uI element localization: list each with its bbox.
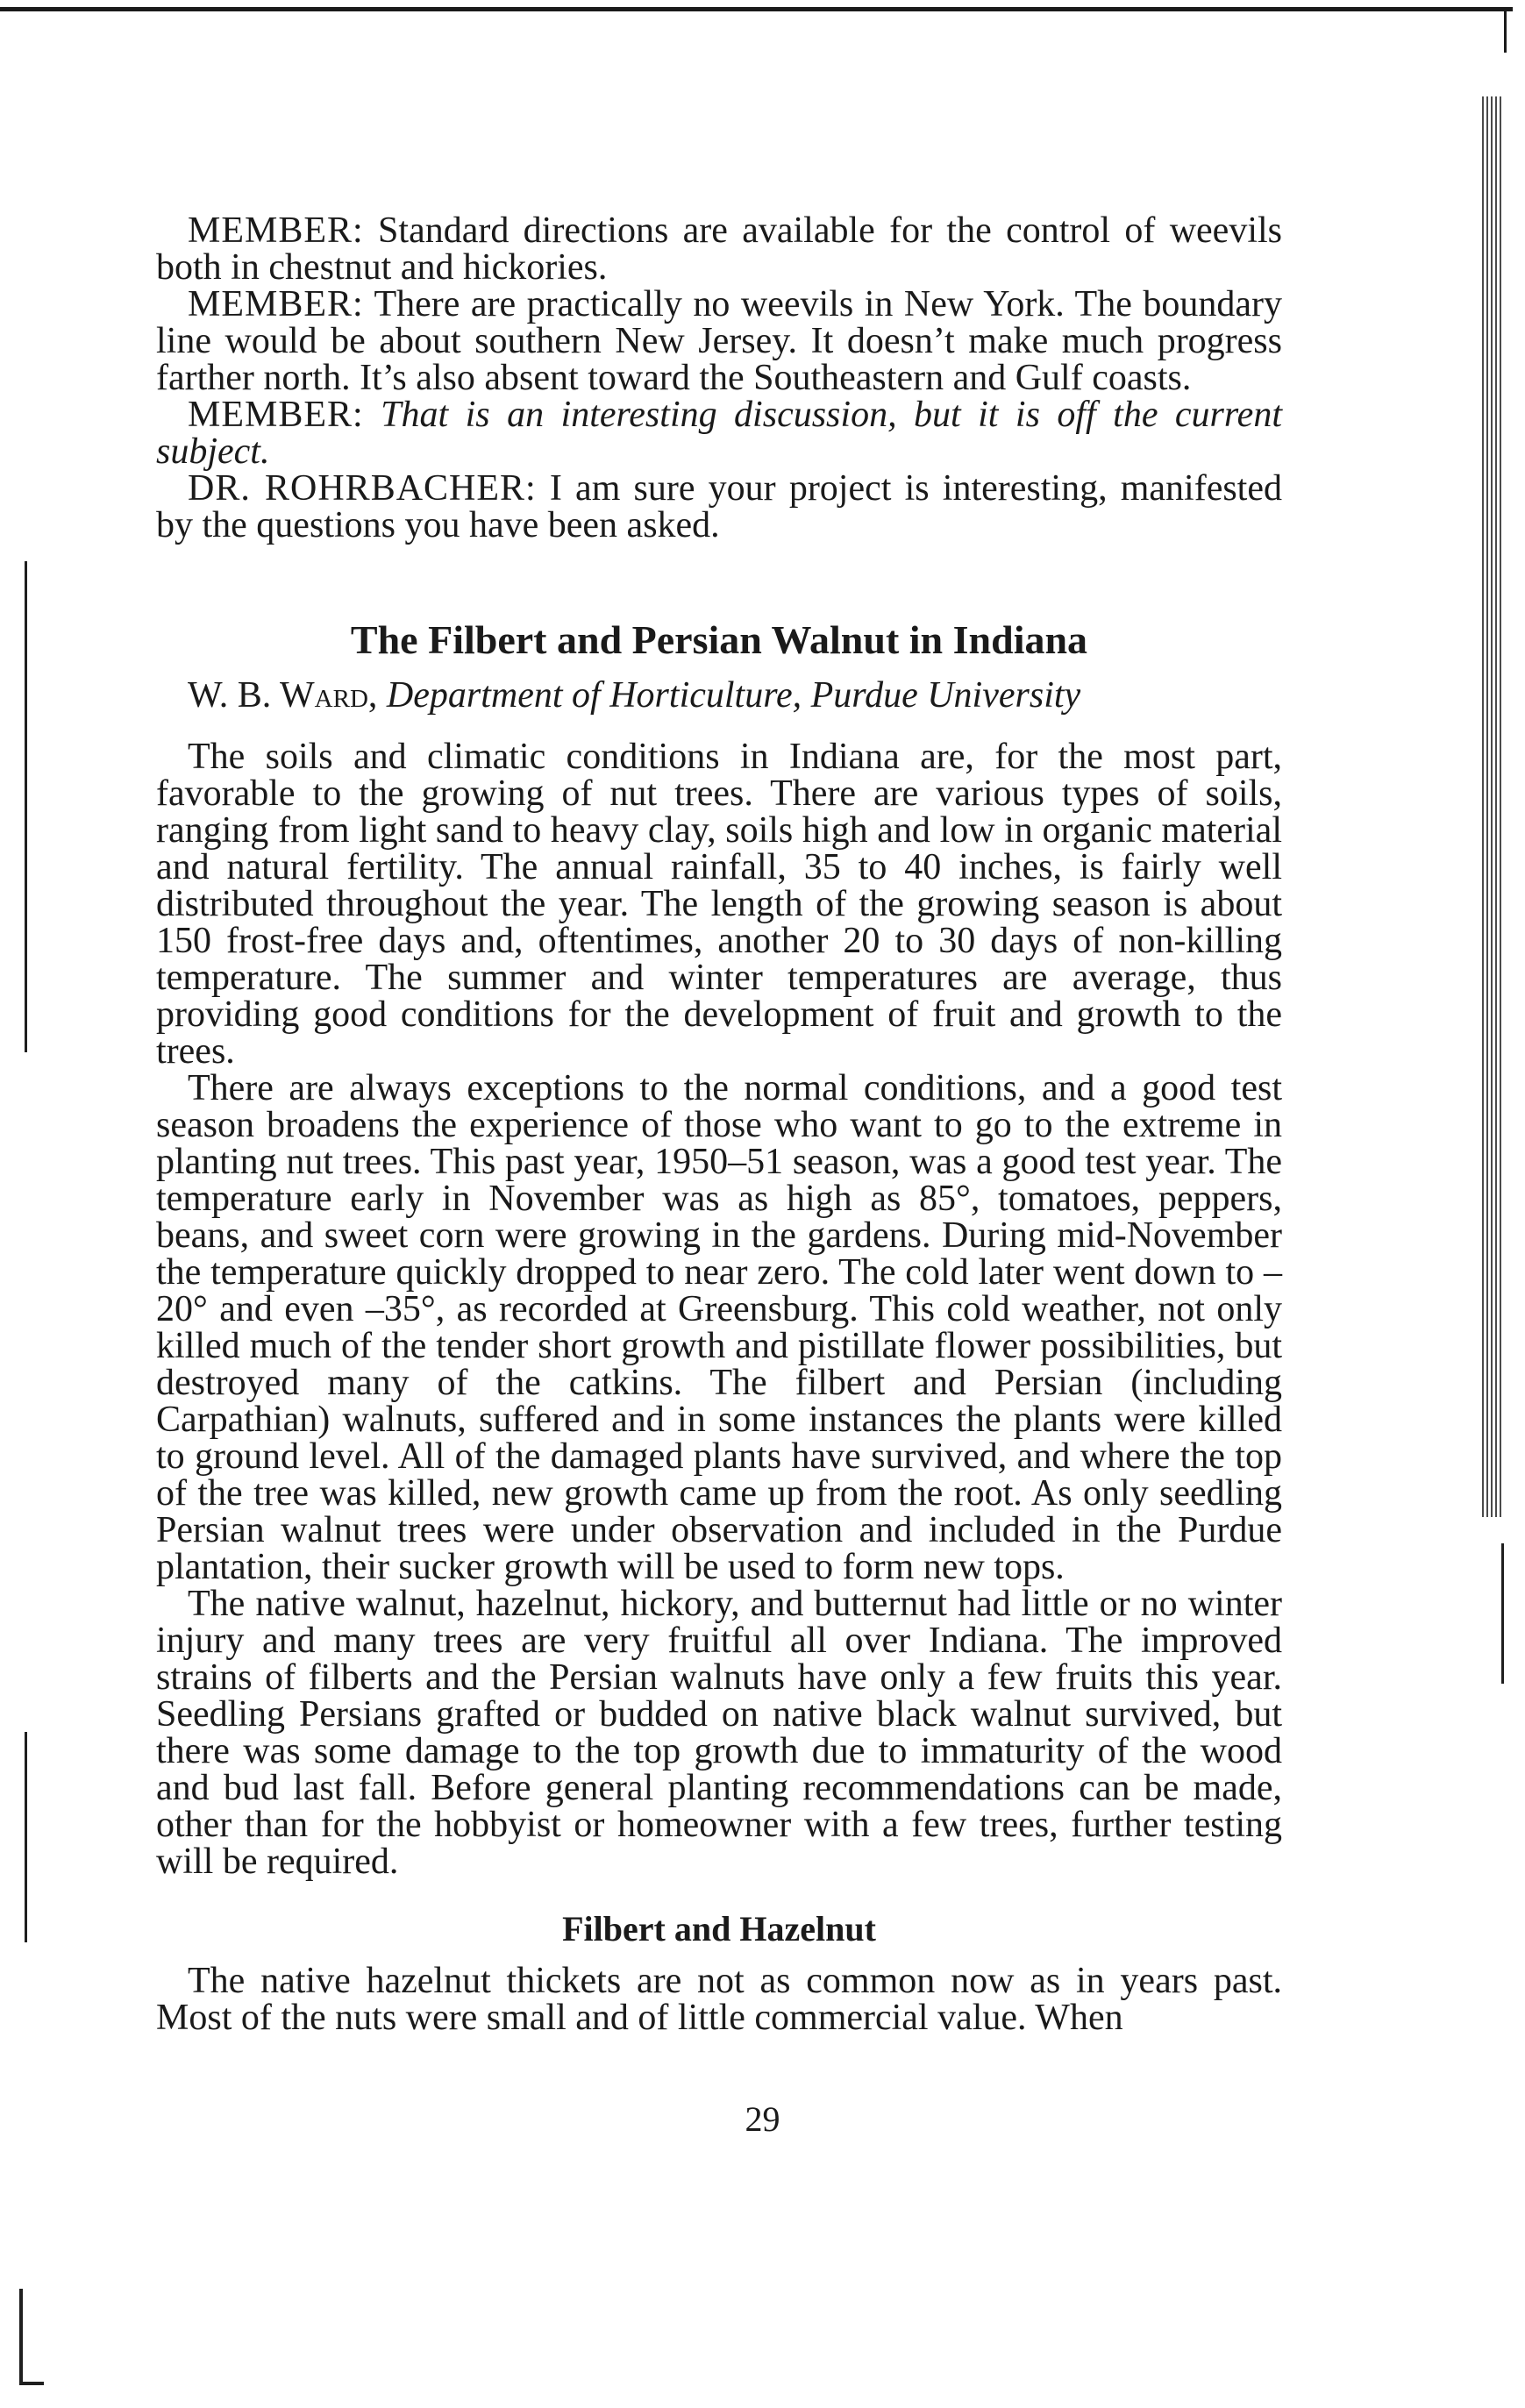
discussion-text: There are practically no weevils in New York. The boundary line would be about southern New Jersey. It doesn’t make much progress farther north. It’s also absent toward the Southeastern and Gulf coasts. xyxy=(156,284,1282,398)
scan-top-rule xyxy=(0,7,1513,11)
affiliation: Department of Horticulture, Purdue University xyxy=(386,675,1081,716)
body-paragraph: There are always exceptions to the normal conditions, and a good test season broadens the experience of those who want to go to the extreme in planting nut trees. This past year, 1950–51 season, was a good test year. The temperature early in November was as high as 85°, tomatoes, peppers, beans, and sweet corn were growing in the gardens. During mid-November the temperature quickly dropped to near zero. The cold later went down to –20° and even –35°, as recorded at Greensburg. This cold weather, not only killed much of the tender short growth and pistillate flower possibilities, but destroyed many of the catkins. The filbert and Persian (including Carpathian) walnuts, suffered and in some instances the plants were killed to ground level. All of the damaged plants have survived, and where the top of the tree was killed, new growth came up from the root. As only seedling Persian walnut trees were under observation and included in the Purdue plantation, their sucker growth will be used to form new tops. xyxy=(156,1068,1282,1587)
discussion-paragraph xyxy=(156,470,1282,544)
scan-edge-mark xyxy=(1501,1543,1504,1684)
scan-binding-edge xyxy=(1482,96,1501,1517)
article-title: The Filbert and Persian Walnut in Indiana xyxy=(350,617,1088,662)
scan-top-rule-tail xyxy=(1504,9,1507,53)
discussion-paragraph xyxy=(156,212,1282,286)
page-number: 29 xyxy=(745,2099,780,2139)
discussion-text: That is an interesting discussion, but it is off the current subject. xyxy=(156,395,1282,472)
body-paragraph: The native walnut, hazelnut, hickory, and butternut had little or no winter injury and many trees are very fruitful all over Indiana. The improved strains of filberts and the Persian walnuts have only a few fruits this year. Seedling Persians grafted or budded on native black walnut survived, but there was some damage to the top growth due to immaturity of the wood and bud last fall. Before general planting recommendations can be made, other than for the hobbyist or homeowner with a few trees, further testing will be required. xyxy=(156,1584,1282,1882)
speaker-label: MEMBER: xyxy=(188,395,364,435)
scan-edge-mark xyxy=(25,561,27,1052)
scan-edge-mark xyxy=(19,2289,23,2385)
discussion-paragraph xyxy=(156,396,1282,470)
discussion-text: Standard directions are available for the control of weevils both in chestnut and hickories. xyxy=(156,210,1282,288)
discussion-paragraph xyxy=(156,286,1282,396)
author: W. B. Ward, xyxy=(188,675,378,716)
speaker-label: MEMBER: xyxy=(188,284,364,324)
scan-edge-mark xyxy=(25,1732,27,1942)
body-paragraph: The native hazelnut thickets are not as common now as in years past. Most of the nuts were small and of little commercial value. When xyxy=(156,1961,1282,2038)
body-paragraph: The soils and climatic conditions in Indiana are, for the most part, favorable to the growing of nut trees. There are various types of soils, ranging from light sand to heavy clay, soils high and low in organic material and natural fertility. The annual rainfall, 35 to 40 inches, is fairly well distributed throughout the year. The length of the growing season is about 150 frost-free days and, oftentimes, another 20 to 30 days of non-killing temperature. The summer and winter temperatures are average, thus providing good conditions for the development of fruit and growth to the trees. xyxy=(156,737,1282,1072)
scan-edge-mark xyxy=(19,2382,44,2385)
byline xyxy=(156,677,1282,714)
page-content xyxy=(156,212,1282,2036)
speaker-label: DR. ROHRBACHER: xyxy=(188,468,537,509)
speaker-label: MEMBER: xyxy=(188,210,364,251)
section-heading: Filbert and Hazelnut xyxy=(562,1909,876,1948)
discussion-text: I am sure your project is interesting, manifested by the questions you have been asked. xyxy=(156,468,1282,545)
